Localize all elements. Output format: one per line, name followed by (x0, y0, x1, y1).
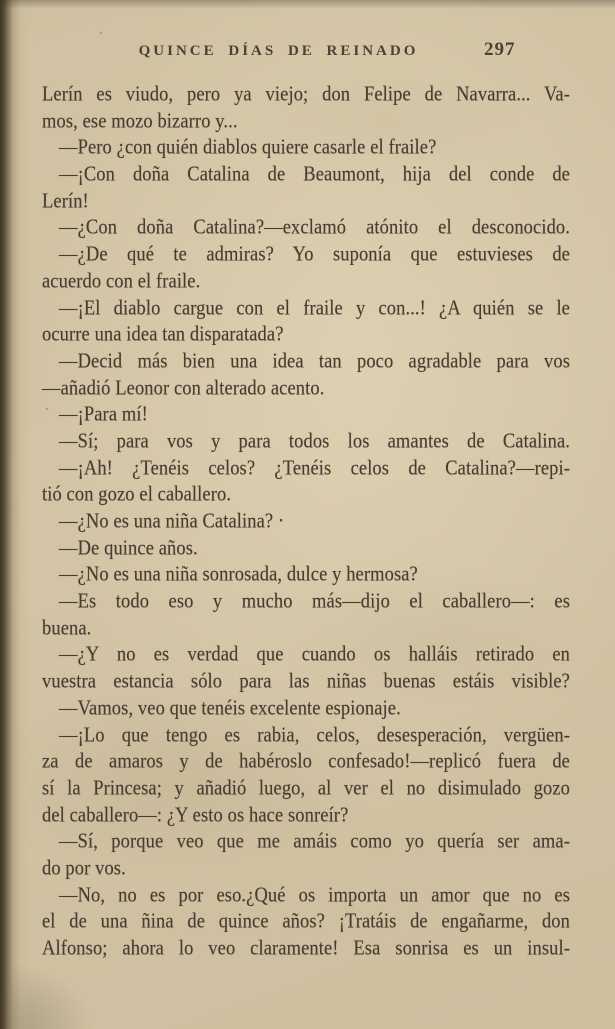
text-line: —Decid más bien una idea tan poco agradable para vos (59, 350, 570, 374)
text-line: —No, no es por eso.¿Qué os importa un amor que no es (59, 884, 570, 907)
text-line: buena. (42, 617, 92, 641)
text-line: —Pero ¿con quién diablos quiere casarle el fraile? (59, 136, 437, 160)
text-line: do por vos. (42, 857, 126, 881)
text-line: za de amaros y de habéroslo confesado!—replicó fuera de (42, 750, 570, 774)
running-header-title: QUINCE DÍAS DE REINADO (138, 43, 419, 59)
text-line: del caballero—: ¿Y esto os hace sonreír? (42, 804, 349, 827)
text-line: —¿No es una niña sonrosada, dulce y hermosa? (59, 563, 418, 587)
text-line: —Vamos, veo que tenéis excelente espionaje. (59, 697, 401, 721)
text-line: —Es todo eso y mucho más—dijo el caballero—: es (59, 590, 570, 614)
text-line: —¡Con doña Catalina de Beaumont, hija del conde de (59, 163, 570, 187)
text-line: —añadió Leonor con alterado acento. (42, 377, 325, 400)
text-line: —¡Para mí! (59, 403, 148, 427)
text-line: —Sí; para vos y para todos los amantes de Catalina. (59, 430, 570, 454)
text-line: vuestra estancia sólo para las niñas buenas estáis visible? (42, 670, 570, 694)
text-line: sí la Princesa; y añadió luego, al ver el no disimulado gozo (42, 777, 570, 801)
text-line: Lerín es viudo, pero ya viejo; don Felipe de Navarra... Va- (42, 83, 570, 107)
text-line: Lerín! (42, 190, 89, 214)
text-line: —¿De qué te admiras? Yo suponía que estuvieses de (59, 243, 570, 267)
text-block (42, 82, 570, 963)
text-line: —¡El diablo cargue con el fraile y con...! ¿A quién se le (59, 297, 570, 320)
text-line: —¡Ah! ¿Tenéis celos? ¿Tenéis celos de Catalina?—repi- (59, 457, 570, 480)
text-line: acuerdo con el fraile. (42, 270, 201, 294)
text-line: —¡Lo que tengo es rabia, celos, desesperación, vergüen- (59, 724, 570, 747)
text-line: el de una ñina de quince años? ¡Tratáis de engañarme, don (42, 910, 570, 934)
text-line: —¿Y no es verdad que cuando os halláis retirado en (59, 643, 570, 667)
text-line: Alfonso; ahora lo veo claramente! Esa sonrisa es un insul- (42, 937, 570, 961)
text-line: tió con gozo el caballero. (42, 483, 232, 507)
text-line: —¿Con doña Catalina?—exclamó atónito el desconocido. (59, 216, 570, 240)
text-line: —Sí, porque veo que me amáis como yo quería ser ama- (59, 830, 570, 854)
text-line: ocurre una idea tan disparatada? (42, 323, 284, 347)
text-line: —De quince años. (59, 537, 198, 561)
page-number: 297 (484, 39, 516, 60)
text-line: —¿No es una niña Catalina? · (59, 510, 285, 534)
text-line: mos, ese mozo bizarro y... (42, 110, 238, 134)
